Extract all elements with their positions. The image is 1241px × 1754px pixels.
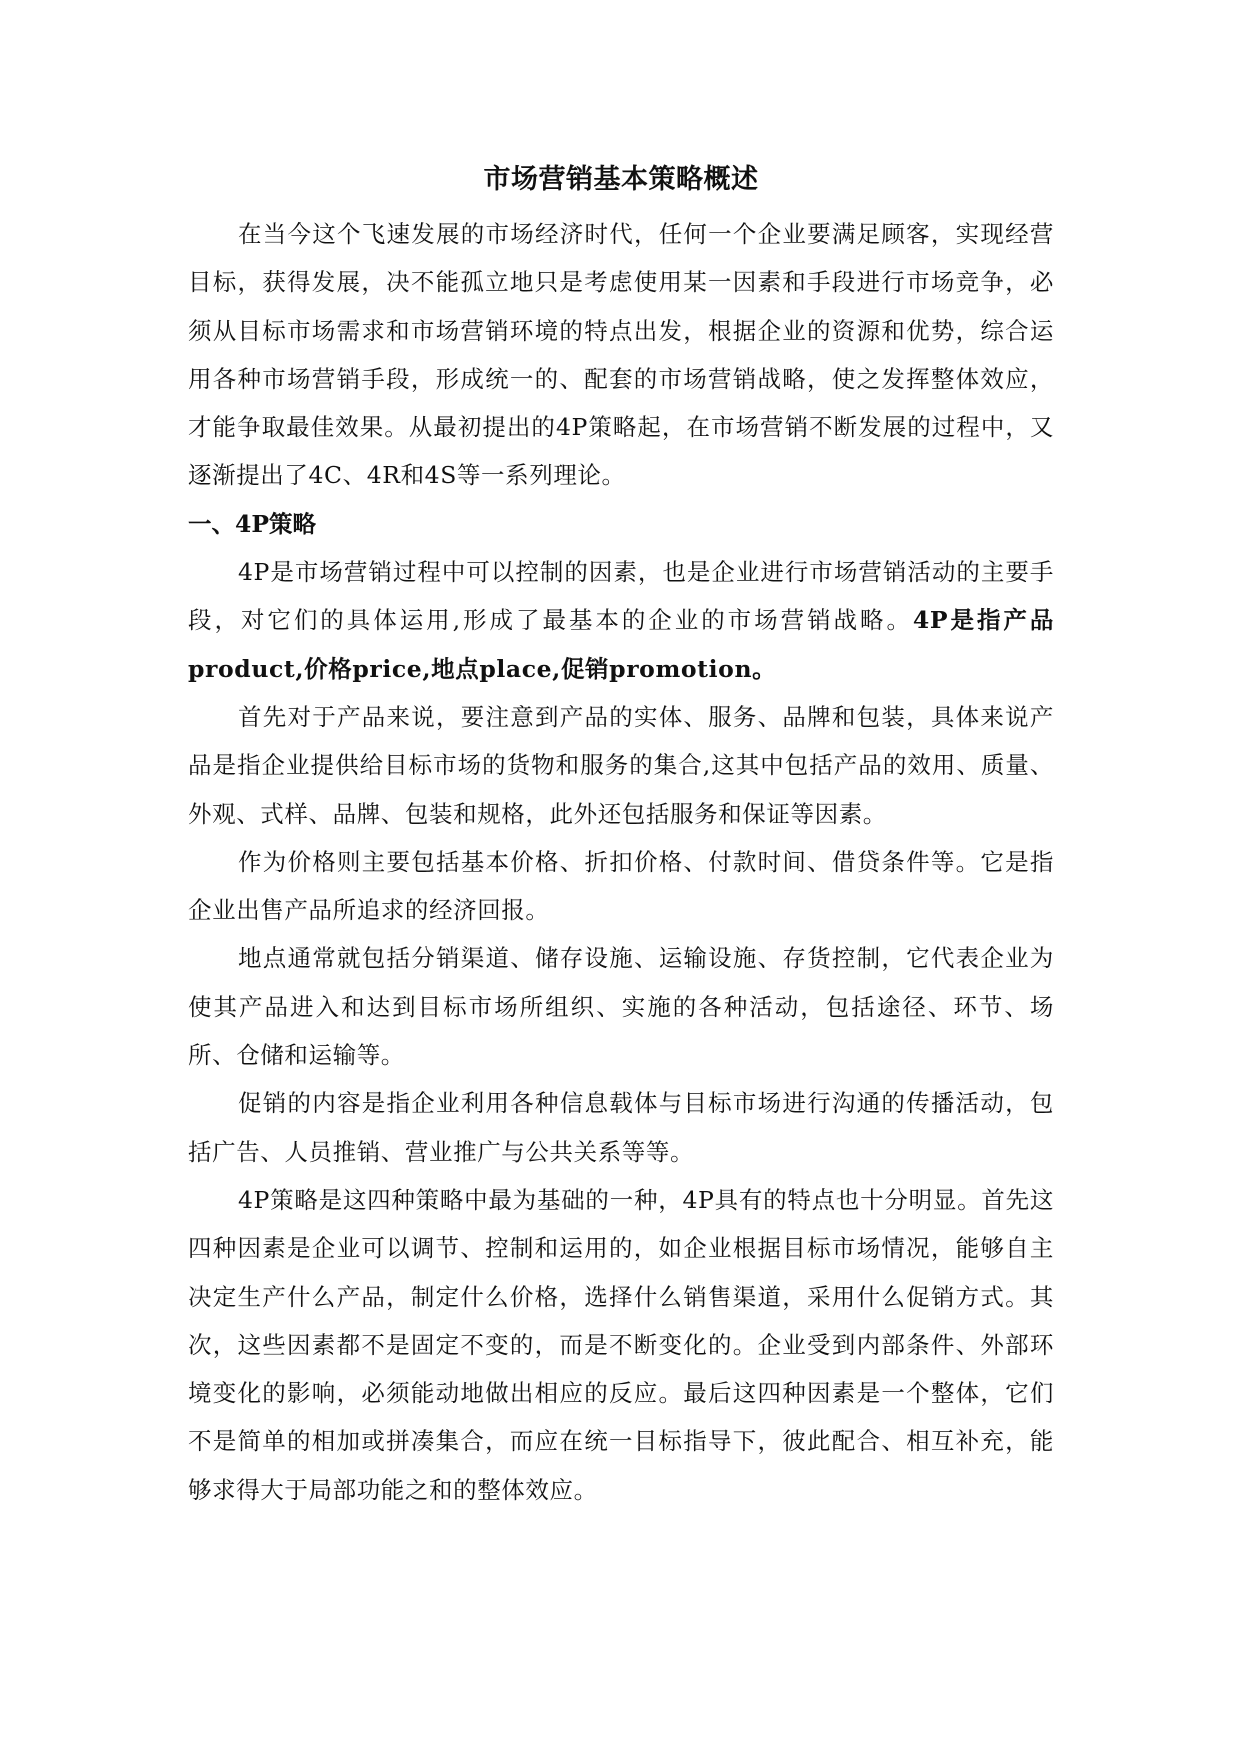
paragraph-4p-definition-text: 4P是市场营销过程中可以控制的因素，也是企业进行市场营销活动的主要手段，对它们的具体运用,形成了最基本的企业的市场营销战略。 (188, 558, 1054, 635)
intro-paragraph: 在当今这个飞速发展的市场经济时代，任何一个企业要满足顾客，实现经营目标，获得发展，决不能孤立地只是考虑使用某一因素和手段进行市场竞争，必须从目标市场需求和市场营销环境的特点出发，根据企业的资源和优势，综合运用各种市场营销手段，形成统一的、配套的市场营销战略，使之发挥整体效应，才能争取最佳效果。从最初提出的4P策略起，在市场营销不断发展的过程中，又逐渐提出了4C、4R和4S等一系列理论。 (188, 220, 1054, 490)
document-body (188, 158, 1054, 1514)
paragraph-product: 首先对于产品来说，要注意到产品的实体、服务、品牌和包装，具体来说产品是指企业提供给目标市场的货物和服务的集合,这其中包括产品的效用、质量、外观、式样、品牌、包装和规格，此外还包括服务和保证等因素。 (188, 702, 1054, 828)
paragraph-place: 地点通常就包括分销渠道、储存设施、运输设施、存货控制，它代表企业为使其产品进入和达到目标市场所组织、实施的各种活动，包括途径、环节、场所、仓储和运输等。 (188, 944, 1054, 1070)
paragraph-promotion: 促销的内容是指企业利用各种信息载体与目标市场进行沟通的传播活动，包括广告、人员推销、营业推广与公共关系等等。 (188, 1089, 1054, 1166)
paragraph-4p-features: 4P策略是这四种策略中最为基础的一种，4P具有的特点也十分明显。首先这四种因素是企业可以调节、控制和运用的，如企业根据目标市场情况，能够自主决定生产什么产品，制定什么价格，选择什么销售渠道，采用什么促销方式。其次，这些因素都不是固定不变的，而是不断变化的。企业受到内部条件、外部环境变化的影响，必须能动地做出相应的反应。最后这四种因素是一个整体，它们不是简单的相加或拼凑集合，而应在统一目标指导下，彼此配合、相互补充，能够求得大于局部功能之和的整体效应。 (188, 1185, 1054, 1504)
paragraph-4p-definition (188, 548, 1054, 693)
paragraph-price: 作为价格则主要包括基本价格、折扣价格、付款时间、借贷条件等。它是指企业出售产品所追求的经济回报。 (188, 847, 1054, 925)
paragraph-4p-definition-bold: 4P是指产品product,价格price,地点place,促销promotion。 (188, 606, 1054, 683)
document-title: 市场营销基本策略概述 (483, 164, 759, 195)
section-heading-4p: 一、4P策略 (188, 509, 317, 538)
